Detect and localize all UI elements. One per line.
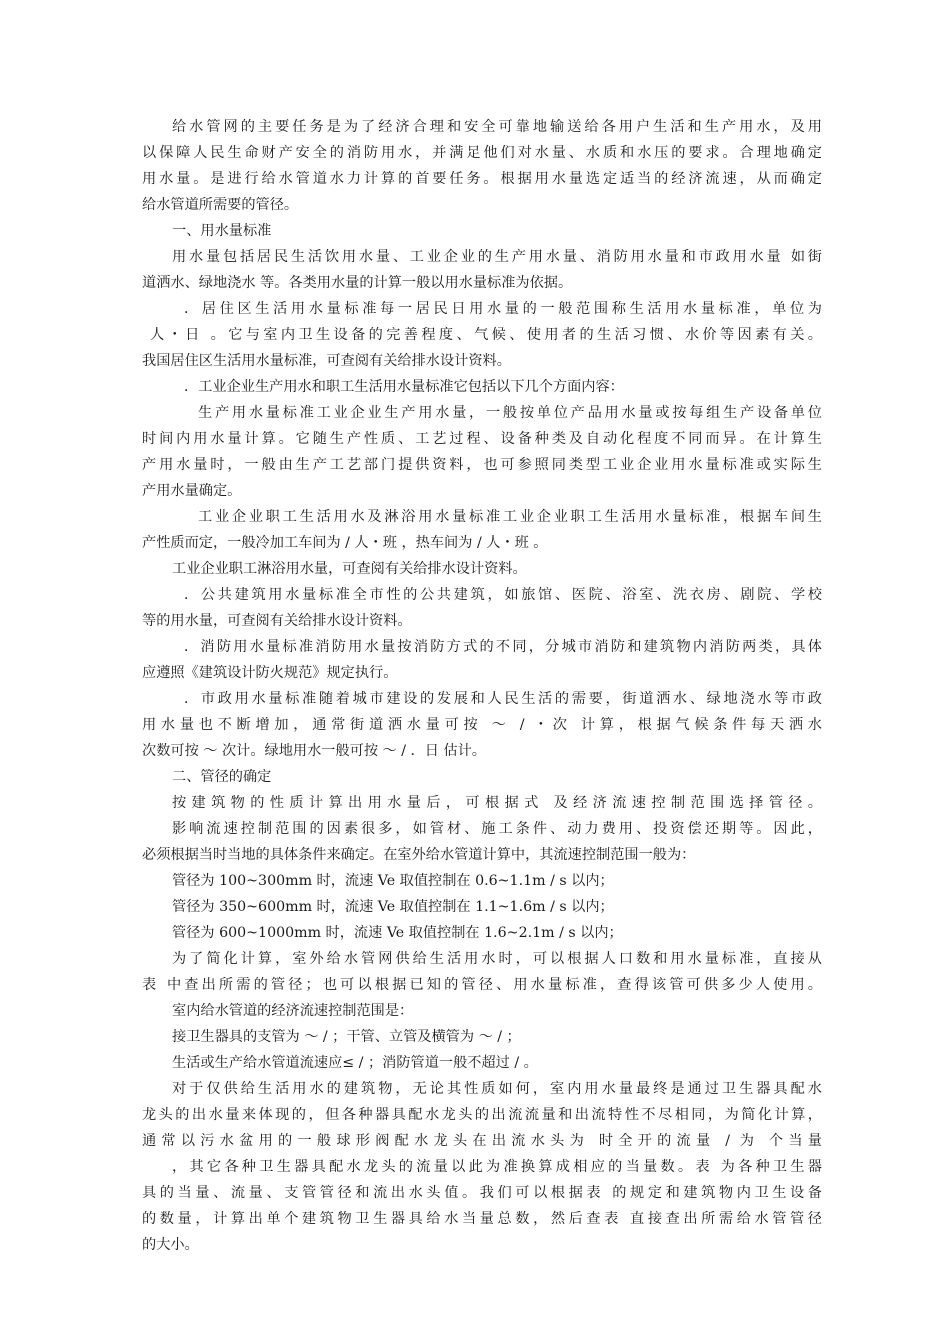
text-line: 以保障人民生命财产安全的消防用水，并满足他们对水量、水质和水压的要求。合理地确定 bbox=[142, 145, 822, 161]
text-line: 生产用水量标准工业企业生产用水量，一般按单位产品用水量或按每组生产设备单位 bbox=[198, 405, 822, 421]
text-line: 用水量也不断增加，通常街道洒水量可按 ～ / ・次 计算，根据气候条件每天洒水 bbox=[142, 717, 822, 733]
text-line: 给水管网的主要任务是为了经济合理和安全可靠地输送给各用户生活和生产用水，及用 bbox=[172, 119, 822, 135]
text-line: ．消防用水量标准消防用水量按消防方式的不同，分城市消防和建筑物内消防两类，具体 bbox=[184, 639, 822, 655]
text-line: 龙头的出水量来体现的，但各种器具配水龙头的出流流量和出流特性不尽相同，为简化计算， bbox=[142, 1107, 822, 1123]
text-line: 给水管道所需要的管径。 bbox=[142, 197, 299, 213]
text-line: 为了简化计算，室外给水管网供给生活用水时，可以根据人口数和用水量标准，直接从 bbox=[172, 951, 822, 967]
text-line: 工业企业职工生活用水及淋浴用水量标准工业企业职工生活用水量标准，根据车间生 bbox=[198, 509, 822, 525]
text-line: 室内给水管道的经济流速控制范围是： bbox=[172, 1003, 414, 1019]
text-line: 生活或生产给水管道流速应≤ / ；消防管道一般不超过 / 。 bbox=[172, 1055, 538, 1071]
text-line: 对于仅供给生活用水的建筑物，无论其性质如何，室内用水量最终是通过卫生器具配水 bbox=[172, 1081, 822, 1097]
text-line: 次数可按 ～ 次计。绿地用水一般可按 ～ / ．日 估计。 bbox=[142, 743, 486, 759]
text-line: 通常以污水盆用的一般球形阀配水龙头在出流水头为 时全开的流量 / 为 个当量 bbox=[142, 1133, 822, 1149]
text-line: 产性质而定，一般冷加工车间为 / 人・班 ，热车间为 / 人・班 。 bbox=[142, 535, 548, 551]
text-line: 工业企业职工淋浴用水量，可查阅有关给排水设计资料。 bbox=[172, 561, 527, 577]
text-line: 管径为 350~600mm 时，流速 Ve 取值控制在 1.1~1.6m / s 以内； bbox=[172, 899, 614, 915]
text-line: 道洒水、绿地浇水 等。各类用水量的计算一般以用水量标准为依据。 bbox=[142, 275, 573, 291]
text-line: 按建筑物的性质计算出用水量后，可根据式 及经济流速控制范围选择管径。 bbox=[172, 795, 822, 811]
text-line: ．公共建筑用水量标准全市性的公共建筑，如旅馆、医院、浴室、洗衣房、剧院、学校 bbox=[184, 587, 822, 603]
text-line: 表 中查出所需的管径；也可以根据已知的管径、用水量标准，查得该管可供多少人使用。 bbox=[142, 977, 822, 993]
text-line: ，其它各种卫生器具配水龙头的流量以此为准换算成相应的当量数。表 为各种卫生器 bbox=[172, 1159, 822, 1175]
text-line: 影响流速控制范围的因素很多，如管材、施工条件、动力费用、投资偿还期等。因此， bbox=[172, 821, 822, 837]
text-line: 二、管径的确定 bbox=[172, 769, 272, 785]
text-line: ．居住区生活用水量标准每一居民日用水量的一般范围称生活用水量标准，单位为 bbox=[184, 301, 822, 317]
text-line: 具的当量、流量、支管管径和流出水头值。我们可以根据表 的规定和建筑物内卫生设备 bbox=[142, 1185, 822, 1201]
text-line: 时间内用水量计算。它随生产性质、工艺过程、设备种类及自动化程度不同而异。在计算生 bbox=[142, 431, 822, 447]
text-line: 应遵照《建筑设计防火规范》规定执行。 bbox=[142, 665, 398, 681]
text-line: 管径为 100~300mm 时，流速 Ve 取值控制在 0.6~1.1m / s 以内； bbox=[172, 873, 614, 889]
text-line: 人・日 。它与室内卫生设备的完善程度、气候、使用者的生活习惯、水价等因素有关。 bbox=[150, 327, 822, 343]
text-line: 接卫生器具的支管为 ～ / ；干管、立管及横管为 ～ / ； bbox=[172, 1029, 521, 1045]
text-line: 我国居住区生活用水量标准，可查阅有关给排水设计资料。 bbox=[142, 353, 511, 369]
text-line: 的大小。 bbox=[142, 1237, 199, 1253]
text-line: 产用水量时，一般由生产工艺部门提供资料，也可参照同类型工业企业用水量标准或实际生 bbox=[142, 457, 822, 473]
text-line: ．市政用水量标准随着城市建设的发展和人民生活的需要，街道洒水、绿地浇水等市政 bbox=[184, 691, 822, 707]
text-line: 等的用水量，可查阅有关给排水设计资料。 bbox=[142, 613, 412, 629]
text-line: 的数量，计算出单个建筑物卫生器具给水当量总数，然后查表 直接查出所需给水管管径 bbox=[142, 1211, 822, 1227]
text-line: 一、用水量标准 bbox=[172, 223, 272, 239]
text-line: 必须根据当时当地的具体条件来确定。在室外给水管道计算中，其流速控制范围一般为： bbox=[142, 847, 696, 863]
text-line: 用水量包括居民生活饮用水量、工业企业的生产用水量、消防用水量和市政用水量 如街 bbox=[172, 249, 822, 265]
text-line: 管径为 600~1000mm 时，流速 Ve 取值控制在 1.6~2.1m / s 以内； bbox=[172, 925, 623, 941]
text-line: ．工业企业生产用水和职工生活用水量标准它包括以下几个方面内容： bbox=[184, 379, 624, 395]
text-line: 用水量。是进行给水管道水力计算的首要任务。根据用水量选定适当的经济流速，从而确定 bbox=[142, 171, 822, 187]
text-line: 产用水量确定。 bbox=[142, 483, 242, 499]
